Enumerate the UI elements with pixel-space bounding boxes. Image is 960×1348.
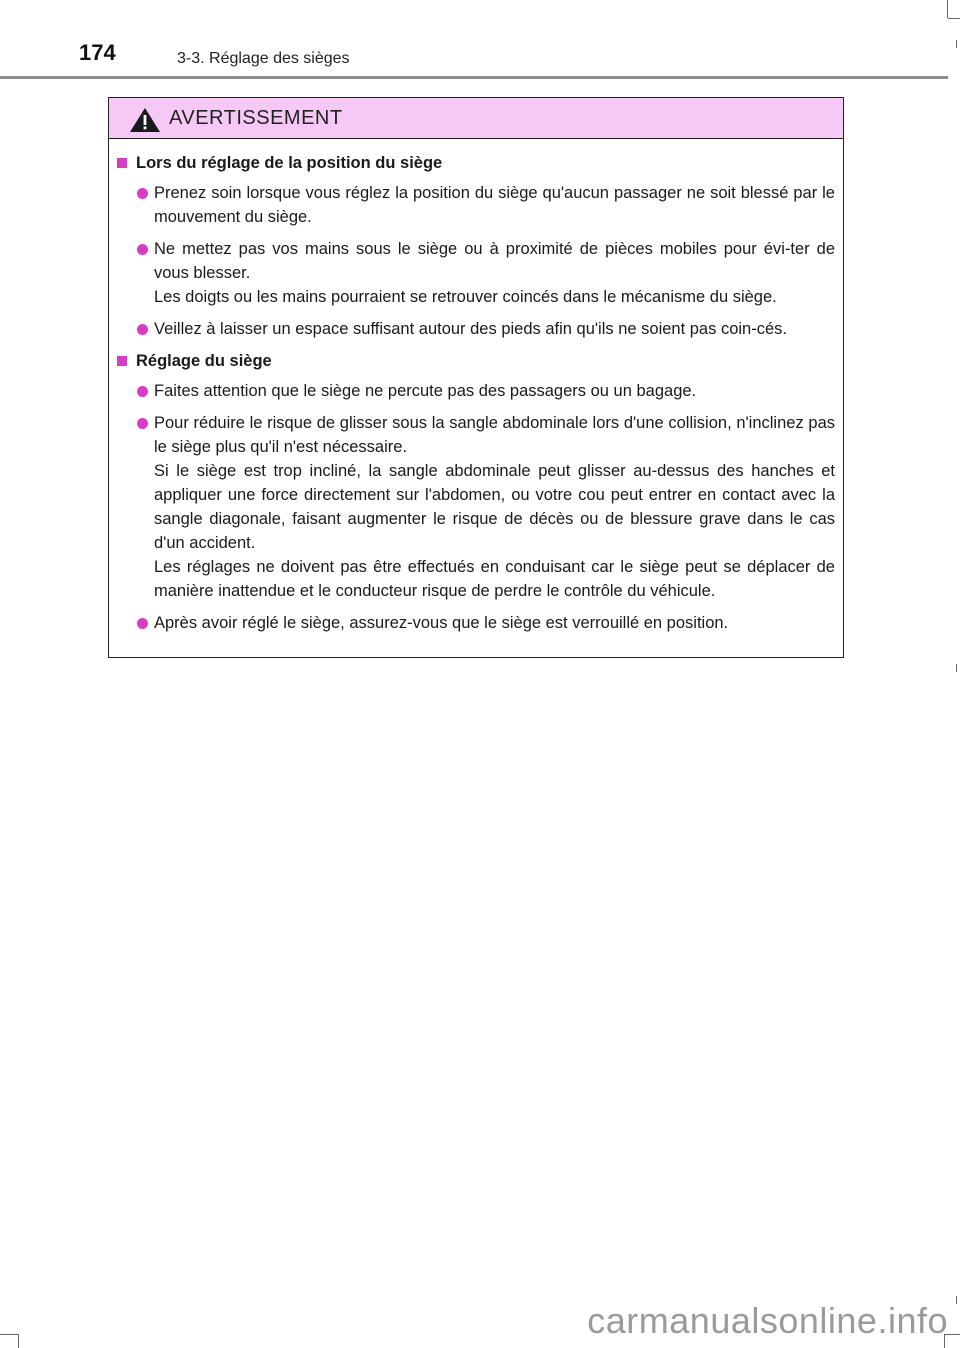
paragraph: Faites attention que le siège ne percute pas des passagers ou un bagage. [154,382,697,400]
section-heading [115,349,835,373]
section-heading-text: Lors du réglage de la position du siège [136,154,443,172]
crop-mark [948,18,960,19]
crop-mark [956,40,957,48]
square-bullet-icon [117,158,127,168]
warning-section [115,151,835,341]
crop-mark [956,1296,957,1304]
circle-bullet-icon [137,324,148,335]
crop-mark [956,664,957,672]
paragraph: Si le siège est trop incliné, la sangle abdominale peut glisser au-dessus des hanches et appliquer une force directement sur l'abdomen, ou votre cou peut entrer en contact avec la sangle diagonale, faisant augmenter le risque de décès ou de blessure grave dans le cas d'un accident. [154,462,835,552]
paragraph: Les doigts ou les mains pourraient se retrouver coincés dans le mécanisme du siège. [154,288,777,306]
header-divider [0,76,948,79]
circle-bullet-icon [137,618,148,629]
section-title: 3-3. Réglage des sièges [177,50,350,67]
list-item [115,611,835,635]
circle-bullet-icon [137,418,148,429]
list-item [115,237,835,309]
warning-header [109,98,843,139]
paragraph: Ne mettez pas vos mains sous le siège ou à proximité de pièces mobiles pour évi-ter de vous blesser. [154,240,835,282]
page-number: 174 [79,40,116,65]
warning-box [108,97,844,658]
circle-bullet-icon [137,244,148,255]
warning-triangle-icon [129,107,161,133]
crop-mark [18,1334,19,1348]
warning-body [109,139,843,657]
square-bullet-icon [117,356,127,366]
paragraph: Après avoir réglé le siège, assurez-vous que le siège est verrouillé en position. [154,614,729,632]
list-item [115,411,835,603]
section-heading [115,151,835,175]
warning-title: AVERTISSEMENT [169,107,343,129]
crop-mark [947,0,948,18]
circle-bullet-icon [137,188,148,199]
paragraph: Veillez à laisser un espace suffisant autour des pieds afin qu'ils ne soient pas coin-cés. [154,320,787,338]
paragraph: Prenez soin lorsque vous réglez la position du siège qu'aucun passager ne soit blessé par le mouvement du siège. [154,184,835,226]
list-item [115,379,835,403]
paragraph: Les réglages ne doivent pas être effectués en conduisant car le siège peut se déplacer de manière inattendue et le conducteur risque de perdre le contrôle du véhicule. [154,558,835,600]
bullet-list [115,379,835,635]
bullet-list [115,181,835,341]
circle-bullet-icon [137,386,148,397]
list-item [115,317,835,341]
watermark: carmanualsonline.info [587,1300,948,1341]
crop-mark [0,1334,18,1335]
list-item [115,181,835,229]
paragraph: Pour réduire le risque de glisser sous la sangle abdominale lors d'une collision, n'inclinez pas le siège plus qu'il n'est nécessaire. [154,414,835,456]
section-heading-text: Réglage du siège [136,352,272,370]
warning-section [115,349,835,635]
